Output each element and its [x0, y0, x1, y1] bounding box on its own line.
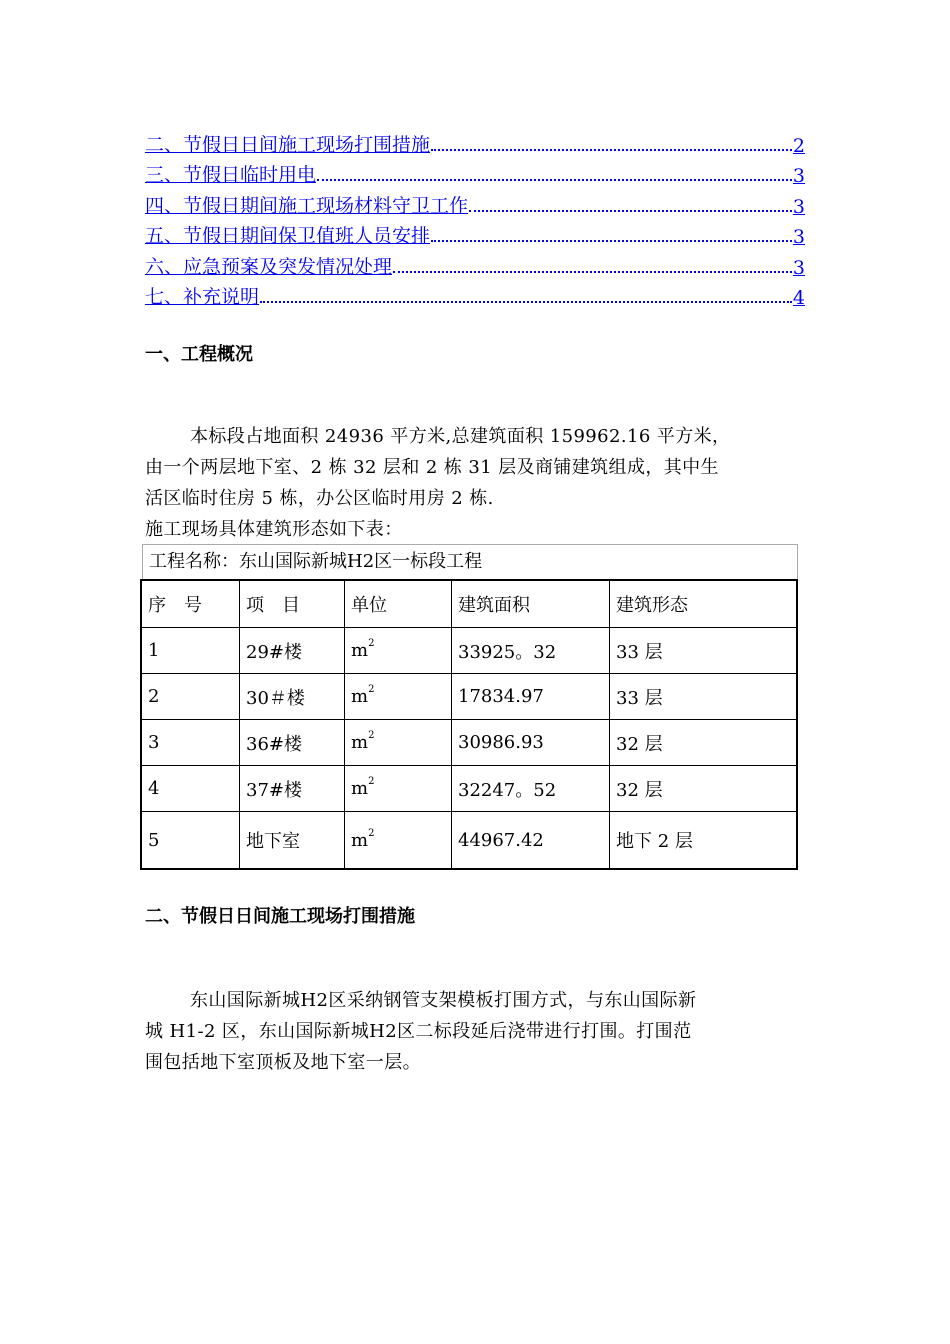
unit-base: m — [351, 686, 369, 707]
building-spec-table — [140, 579, 798, 870]
toc-entry-5[interactable] — [145, 218, 805, 249]
paragraph-line: 东山国际新城H2区采纳钢管支架模板打围方式，与东山国际新 — [190, 990, 697, 1011]
toc-entry-6[interactable] — [145, 248, 805, 279]
overview-paragraph — [145, 421, 807, 514]
header-cell-item: 项 目 — [240, 580, 345, 628]
table-row — [141, 720, 797, 766]
cell-no: 3 — [141, 720, 240, 766]
cell-item: 30＃楼 — [240, 674, 345, 720]
cell-item: 37#楼 — [240, 766, 345, 812]
header-cell-no: 序 号 — [141, 580, 240, 628]
cell-unit — [345, 628, 452, 674]
project-name-row: 工程名称：东山国际新城H2区一标段工程 — [142, 544, 798, 580]
cell-unit — [345, 720, 452, 766]
cell-area: 17834.97 — [452, 674, 610, 720]
header-cell-form: 建筑形态 — [610, 580, 798, 628]
toc-entry-title[interactable]: 四、节假日期间施工现场材料守卫工作 — [145, 194, 469, 217]
toc-entry-title[interactable]: 五、节假日期间保卫值班人员安排 — [145, 225, 431, 247]
unit-base: m — [351, 829, 369, 851]
paragraph-line: 本标段占地面积 24936 平方米,总建筑面积 159962.16 平方米， — [190, 426, 731, 447]
table-header-row — [141, 580, 797, 628]
cell-item: 地下室 — [240, 812, 345, 870]
paragraph-line: 由一个两层地下室、2 栋 32 层和 2 栋 31 层及商铺建筑组成，其中生 — [145, 457, 719, 478]
toc-entry-page[interactable]: 3 — [792, 165, 805, 187]
table-row — [141, 812, 797, 870]
cell-form: 32 层 — [610, 766, 798, 812]
table-intro-text: 施工现场具体建筑形态如下表： — [145, 519, 403, 540]
toc-entry-2[interactable] — [145, 126, 805, 157]
table-of-contents — [145, 126, 805, 309]
unit-exponent: 2 — [368, 776, 375, 787]
unit-exponent: 2 — [368, 827, 375, 839]
toc-entry-title[interactable]: 二、节假日日间施工现场打围措施 — [145, 133, 431, 156]
cell-item: 36#楼 — [240, 720, 345, 766]
toc-entry-3[interactable] — [145, 157, 805, 188]
unit-exponent: 2 — [368, 684, 375, 695]
cell-area: 44967.42 — [452, 812, 610, 870]
toc-dot-leader — [431, 149, 792, 151]
cell-no: 4 — [141, 766, 240, 812]
paragraph-line: 城 H1-2 区，东山国际新城H2区二标段延后浇带进行打围。打围范 — [145, 1021, 692, 1042]
toc-dot-leader — [469, 210, 792, 212]
unit-exponent: 2 — [368, 730, 375, 741]
cell-unit — [345, 766, 452, 812]
header-cell-area: 建筑面积 — [452, 580, 610, 628]
building-table — [140, 542, 798, 872]
paragraph-line: 活区临时住房 5 栋，办公区临时用房 2 栋. — [145, 488, 494, 509]
table-row — [141, 766, 797, 812]
section-heading-overview: 一、工程概况 — [145, 344, 253, 365]
toc-dot-leader — [393, 271, 792, 273]
unit-base: m — [351, 640, 369, 661]
toc-entry-page[interactable]: 4 — [792, 287, 805, 309]
unit-exponent: 2 — [368, 638, 375, 649]
unit-base: m — [351, 778, 369, 799]
cell-form: 33 层 — [610, 674, 798, 720]
toc-entry-page[interactable]: 3 — [792, 256, 805, 279]
toc-entry-page[interactable]: 3 — [792, 226, 805, 248]
cell-area: 32247。52 — [452, 766, 610, 812]
table-row — [141, 674, 797, 720]
toc-entry-title[interactable]: 七、补充说明 — [145, 286, 260, 308]
toc-entry-7[interactable] — [145, 279, 805, 310]
toc-dot-leader — [260, 301, 792, 303]
toc-entry-4[interactable] — [145, 187, 805, 218]
unit-base: m — [351, 732, 369, 753]
cell-form: 32 层 — [610, 720, 798, 766]
cell-area: 33925。32 — [452, 628, 610, 674]
enclosure-paragraph — [145, 985, 807, 1078]
table-intro — [145, 514, 807, 545]
paragraph-line: 围包括地下室顶板及地下室一层。 — [145, 1052, 421, 1073]
cell-unit — [345, 812, 452, 870]
toc-entry-page[interactable]: 2 — [792, 134, 805, 157]
toc-dot-leader — [431, 240, 792, 242]
cell-no: 1 — [141, 628, 240, 674]
section-heading-enclosure: 二、节假日日间施工现场打围措施 — [145, 906, 415, 927]
cell-area: 30986.93 — [452, 720, 610, 766]
toc-entry-title[interactable]: 六、应急预案及突发情况处理 — [145, 255, 393, 278]
toc-entry-page[interactable]: 3 — [792, 195, 805, 218]
cell-unit — [345, 674, 452, 720]
cell-item: 29#楼 — [240, 628, 345, 674]
cell-no: 2 — [141, 674, 240, 720]
table-row — [141, 628, 797, 674]
cell-form: 33 层 — [610, 628, 798, 674]
toc-dot-leader — [317, 179, 792, 181]
cell-form: 地下 2 层 — [610, 812, 798, 870]
toc-entry-title[interactable]: 三、节假日临时用电 — [145, 164, 317, 186]
header-cell-unit: 单位 — [345, 580, 452, 628]
cell-no: 5 — [141, 812, 240, 870]
